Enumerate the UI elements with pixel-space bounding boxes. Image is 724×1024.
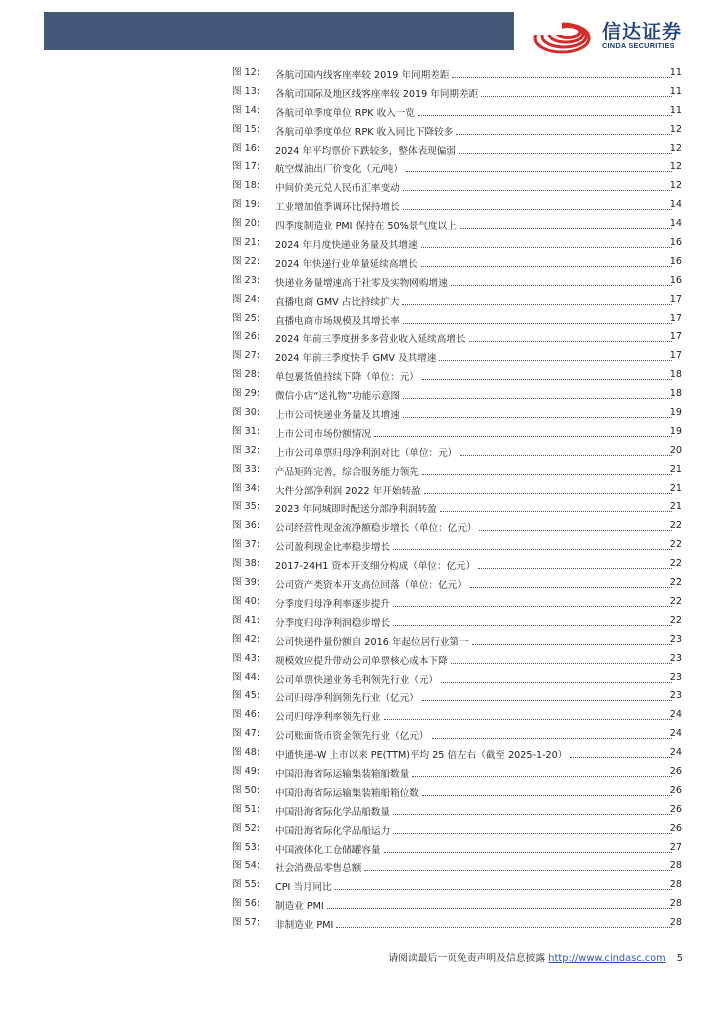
figure-title[interactable]: 中国沿海省际化学品船运力	[275, 825, 391, 837]
dot-leader	[570, 744, 672, 758]
page-ref[interactable]: 22	[669, 614, 682, 626]
dot-leader	[481, 83, 672, 97]
toc-entry[interactable]	[232, 196, 682, 215]
figure-title[interactable]: 公司盈利现金比率稳步增长	[275, 542, 391, 554]
toc-title-line	[275, 272, 674, 291]
figure-title[interactable]: 中国沿海省际化学品船数量	[275, 806, 391, 818]
dot-leader	[459, 140, 672, 154]
page-ref[interactable]: 21	[669, 463, 682, 475]
figure-label: 图 39:	[232, 577, 261, 589]
figure-label: 图 15:	[232, 123, 261, 135]
toc-entry[interactable]	[232, 310, 682, 329]
toc-entry[interactable]	[232, 177, 682, 196]
figure-label: 图 38:	[232, 558, 261, 570]
figure-label: 图 28:	[232, 369, 261, 381]
page-number: 5	[676, 953, 683, 964]
figure-label: 图 29:	[232, 388, 261, 400]
dot-leader	[327, 895, 672, 909]
figure-label: 图 50:	[232, 784, 261, 796]
dot-leader	[460, 442, 672, 456]
figure-title[interactable]: 中间价美元兑人民币汇率变动	[275, 183, 400, 195]
dot-leader	[402, 291, 672, 305]
page-ref[interactable]: 19	[669, 425, 682, 437]
toc-entry[interactable]	[232, 914, 682, 933]
page-ref[interactable]: 14	[669, 199, 682, 211]
toc-entry[interactable]	[232, 291, 682, 310]
page-ref[interactable]: 24	[669, 709, 682, 721]
dot-leader	[421, 234, 672, 248]
brand-name-cn: 信达证券	[602, 21, 683, 43]
figure-title[interactable]: 单包裹货值持续下降（单位：元）	[275, 372, 419, 384]
toc-entry[interactable]	[232, 234, 682, 253]
toc-title-line	[275, 442, 674, 461]
figure-label: 图 44:	[232, 671, 261, 683]
page-ref[interactable]: 28	[669, 860, 682, 872]
toc-entry[interactable]	[232, 347, 682, 366]
dot-leader	[422, 461, 672, 475]
dot-leader	[421, 253, 672, 267]
figure-label: 图 57:	[232, 917, 261, 929]
toc-title-line	[275, 631, 674, 650]
toc-title-line	[275, 706, 674, 725]
brand-name-en: CINDA SECURITIES	[602, 41, 675, 50]
toc-title-line	[275, 782, 674, 801]
dot-leader	[393, 536, 672, 550]
dot-leader	[451, 650, 672, 664]
figure-title[interactable]: 直播电商市场规模及其增长率	[275, 315, 400, 327]
dot-leader	[440, 498, 672, 512]
dot-leader	[403, 177, 672, 191]
figure-title[interactable]: 分季度归母净利润稳步增长	[275, 617, 391, 629]
toc-title-line	[275, 876, 674, 895]
dot-leader	[460, 215, 672, 229]
website-link[interactable]: http://www.cindasc.com	[548, 953, 666, 964]
figure-table-of-contents	[232, 64, 682, 933]
toc-title-line	[275, 669, 674, 688]
dot-leader	[393, 801, 672, 815]
toc-title-line	[275, 480, 674, 499]
toc-entry[interactable]	[232, 706, 682, 725]
toc-title-line	[275, 555, 674, 574]
dot-leader	[422, 366, 672, 380]
dot-leader	[479, 517, 672, 531]
figure-title[interactable]: 公司归母净利率领先行业	[275, 712, 381, 724]
figure-title[interactable]: 四季度制造业 PMI 保持在 50%景气度以上	[275, 221, 457, 233]
page-ref[interactable]: 23	[669, 652, 682, 664]
figure-title[interactable]: 航空煤油出厂价变化（元/吨）	[275, 164, 403, 176]
figure-title[interactable]: 2023 年同城即时配送分部净利润转盈	[275, 504, 437, 516]
dot-leader	[470, 574, 672, 588]
page-footer	[388, 950, 683, 964]
figure-title[interactable]: 各航司单季度单位 RPK 收入一览	[275, 107, 415, 119]
toc-title-line	[275, 744, 674, 763]
figure-label: 图 55:	[232, 879, 261, 891]
toc-entry[interactable]	[232, 158, 682, 177]
page-ref[interactable]: 21	[669, 482, 682, 494]
figure-title[interactable]: 公司资产类资本开支高位回落（单位：亿元）	[275, 580, 467, 592]
figure-label: 图 45:	[232, 690, 261, 702]
toc-title-line	[275, 64, 674, 83]
toc-title-line	[275, 857, 674, 876]
dot-leader	[393, 820, 672, 834]
figure-title[interactable]: 2024 年月度快递业务量及其增速	[275, 240, 418, 252]
page-ref[interactable]: 23	[669, 690, 682, 702]
dot-leader	[432, 725, 673, 739]
toc-title-line	[275, 517, 674, 536]
page-ref[interactable]: 11	[669, 85, 682, 97]
toc-entry[interactable]	[232, 763, 682, 782]
figure-title[interactable]: 产品矩阵完善，综合服务能力领先	[275, 466, 419, 478]
dot-leader	[403, 310, 672, 324]
page-ref[interactable]: 22	[669, 520, 682, 532]
toc-title-line	[275, 895, 674, 914]
figure-title[interactable]: 中通快递-W 上市以来 PE(TTM)平均 25 倍左右（截至 2025-1-20）	[275, 750, 568, 762]
toc-title-line	[275, 839, 674, 858]
figure-title[interactable]: 2024 年快递行业单量延续高增长	[275, 258, 418, 270]
figure-title[interactable]: 分季度归母净利率逐步提升	[275, 598, 391, 610]
figure-label: 图 18:	[232, 180, 261, 192]
dot-leader	[364, 857, 672, 871]
toc-title-line	[275, 328, 674, 347]
figure-label: 图 41:	[232, 614, 261, 626]
toc-entry[interactable]	[232, 140, 682, 159]
page-ref[interactable]: 24	[669, 728, 682, 740]
toc-title-line	[275, 366, 674, 385]
toc-entry[interactable]	[232, 366, 682, 385]
toc-title-line	[275, 801, 674, 820]
figure-label: 图 34:	[232, 482, 261, 494]
page-ref[interactable]: 11	[669, 104, 682, 116]
page-ref[interactable]: 26	[669, 765, 682, 777]
toc-entry[interactable]	[232, 669, 682, 688]
toc-entry[interactable]	[232, 687, 682, 706]
page-ref[interactable]: 20	[669, 444, 682, 456]
page-ref[interactable]: 17	[669, 312, 682, 324]
page-ref[interactable]: 22	[669, 595, 682, 607]
figure-label: 图 21:	[232, 237, 261, 249]
dot-leader	[418, 102, 672, 116]
figure-title[interactable]: 社会消费品零售总额	[275, 863, 362, 875]
toc-entry[interactable]	[232, 782, 682, 801]
figure-label: 图 36:	[232, 520, 261, 532]
dot-leader	[384, 706, 672, 720]
figure-label: 图 33:	[232, 463, 261, 475]
figure-label: 图 25:	[232, 312, 261, 324]
toc-title-line	[275, 536, 674, 555]
page-ref[interactable]: 11	[669, 67, 682, 78]
toc-entry[interactable]	[232, 895, 682, 914]
figure-title[interactable]: 大件分部净利润 2022 年开始转盈	[275, 485, 421, 497]
dot-leader	[469, 328, 672, 342]
page-ref[interactable]: 23	[669, 633, 682, 645]
toc-entry[interactable]	[232, 857, 682, 876]
toc-title-line	[275, 593, 674, 612]
figure-label: 图 27:	[232, 350, 261, 362]
figure-label: 图 40:	[232, 595, 261, 607]
toc-entry[interactable]	[232, 574, 682, 593]
toc-title-line	[275, 385, 674, 404]
toc-entry[interactable]	[232, 328, 682, 347]
figure-label: 图 49:	[232, 765, 261, 777]
figure-title[interactable]: 规模效应提升带动公司单票核心成本下降	[275, 655, 448, 667]
dot-leader	[384, 839, 672, 853]
figure-title[interactable]: 公司单票快递业务毛利领先行业（元）	[275, 674, 439, 686]
page-ref[interactable]: 26	[669, 803, 682, 815]
toc-entry[interactable]	[232, 631, 682, 650]
figure-title[interactable]: 中国沿海省际运输集装箱船箱位数	[275, 787, 419, 799]
toc-entry[interactable]	[232, 83, 682, 102]
figure-title[interactable]: 公司快递件量份额自 2016 年起位居行业第一	[275, 636, 469, 648]
page-ref[interactable]: 12	[669, 142, 682, 154]
figure-label: 图 14:	[232, 104, 261, 116]
toc-title-line	[275, 820, 674, 839]
dot-leader	[456, 121, 672, 135]
figure-title[interactable]: 上市公司快递业务量及其增速	[275, 410, 400, 422]
figure-label: 图 22:	[232, 255, 261, 267]
toc-title-line	[275, 347, 674, 366]
figure-label: 图 46:	[232, 709, 261, 721]
figure-label: 图 35:	[232, 501, 261, 513]
page-ref[interactable]: 19	[669, 407, 682, 419]
dot-leader	[374, 423, 672, 437]
figure-title[interactable]: 公司账面货币资金领先行业（亿元）	[275, 731, 429, 743]
toc-title-line	[275, 461, 674, 480]
toc-entry[interactable]	[232, 102, 682, 121]
figure-title[interactable]: 快递业务量增速高于社零及实物网购增速	[275, 277, 448, 289]
toc-title-line	[275, 423, 674, 442]
figure-label: 图 52:	[232, 822, 261, 834]
toc-entry[interactable]	[232, 121, 682, 140]
figure-title[interactable]: 上市公司单票归母净利润对比（单位：元）	[275, 447, 458, 459]
page-ref[interactable]: 17	[669, 293, 682, 305]
dot-leader	[472, 631, 672, 645]
toc-entry[interactable]	[232, 876, 682, 895]
page-ref[interactable]: 12	[669, 161, 682, 173]
page-ref[interactable]: 18	[669, 388, 682, 400]
figure-title[interactable]: 上市公司市场份额情况	[275, 428, 371, 440]
toc-title-line	[275, 140, 674, 159]
figure-title[interactable]: 中国液体化工仓储罐容量	[275, 844, 381, 856]
figure-title[interactable]: 各航司国内线客座率较 2019 年同期差距	[275, 70, 450, 81]
toc-title-line	[275, 612, 674, 631]
toc-entry[interactable]	[232, 442, 682, 461]
figure-label: 图 20:	[232, 218, 261, 230]
page-ref[interactable]: 17	[669, 331, 682, 343]
figure-title[interactable]: 2024 年前三季度快手 GMV 及其增速	[275, 353, 437, 365]
toc-entry[interactable]	[232, 498, 682, 517]
figure-title[interactable]: 制造业 PMI	[275, 901, 324, 913]
page-ref[interactable]: 21	[669, 501, 682, 513]
dot-leader	[478, 555, 672, 569]
figure-label: 图 26:	[232, 331, 261, 343]
figure-title[interactable]: 2024 年前三季度拼多多营业收入延续高增长	[275, 334, 466, 346]
dot-leader	[335, 876, 672, 890]
header-band	[44, 12, 514, 50]
toc-title-line	[275, 253, 674, 272]
dot-leader	[439, 347, 672, 361]
figure-label: 图 37:	[232, 539, 261, 551]
dot-leader	[424, 480, 672, 494]
figure-label: 图 48:	[232, 747, 261, 759]
figure-label: 图 31:	[232, 425, 261, 437]
figure-title[interactable]: 工业增加值季调环比保持增长	[275, 202, 400, 214]
figure-label: 图 54:	[232, 860, 261, 872]
page-ref[interactable]: 17	[669, 350, 682, 362]
toc-title-line	[275, 121, 674, 140]
dot-leader	[422, 687, 672, 701]
figure-label: 图 12:	[232, 67, 261, 78]
toc-title-line	[275, 725, 674, 744]
toc-title-line	[275, 498, 674, 517]
toc-title-line	[275, 574, 674, 593]
dot-leader	[393, 593, 672, 607]
toc-title-line	[275, 83, 674, 102]
figure-title[interactable]: CPI 当月同比	[275, 882, 332, 894]
toc-entry[interactable]	[232, 385, 682, 404]
toc-entry[interactable]	[232, 253, 682, 272]
page-ref[interactable]: 16	[669, 255, 682, 267]
page-ref[interactable]: 12	[669, 123, 682, 135]
toc-entry[interactable]	[232, 744, 682, 763]
figure-label: 图 23:	[232, 274, 261, 286]
toc-entry[interactable]	[232, 612, 682, 631]
toc-title-line	[275, 310, 674, 329]
toc-title-line	[275, 914, 674, 933]
toc-title-line	[275, 234, 674, 253]
dot-leader	[393, 612, 672, 626]
toc-title-line	[275, 196, 674, 215]
toc-entry[interactable]	[232, 536, 682, 555]
figure-label: 图 32:	[232, 444, 261, 456]
figure-title[interactable]: 公司归母净利润领先行业（亿元）	[275, 693, 419, 705]
toc-entry[interactable]	[232, 517, 682, 536]
toc-title-line	[275, 102, 674, 121]
page-ref[interactable]: 26	[669, 784, 682, 796]
page-ref[interactable]: 12	[669, 180, 682, 192]
page-ref[interactable]: 22	[669, 558, 682, 570]
page-ref[interactable]: 14	[669, 218, 682, 230]
figure-label: 图 53:	[232, 841, 261, 853]
figure-title[interactable]: 各航司单季度单位 RPK 收入同比下降较多	[275, 126, 454, 138]
cinda-logo	[532, 16, 708, 56]
toc-title-line	[275, 291, 674, 310]
figure-label: 图 42:	[232, 633, 261, 645]
page-ref[interactable]: 26	[669, 822, 682, 834]
page-ref[interactable]: 16	[669, 274, 682, 286]
figure-label: 图 24:	[232, 293, 261, 305]
figure-label: 图 30:	[232, 407, 261, 419]
toc-entry[interactable]	[232, 555, 682, 574]
dot-leader	[403, 404, 672, 418]
toc-entry[interactable]	[232, 423, 682, 442]
figure-title[interactable]: 直播电商 GMV 占比持续扩大	[275, 296, 400, 308]
toc-entry[interactable]	[232, 820, 682, 839]
toc-entry[interactable]	[232, 215, 682, 234]
toc-entry[interactable]	[232, 461, 682, 480]
figure-label: 图 43:	[232, 652, 261, 664]
dot-leader	[403, 196, 672, 210]
figure-title[interactable]: 各航司国际及地区线客座率较 2019 年同期差距	[275, 88, 479, 100]
figure-title[interactable]: 公司经营性现金流净额稳步增长（单位：亿元）	[275, 523, 477, 535]
page-ref[interactable]: 28	[669, 917, 682, 929]
toc-title-line	[275, 404, 674, 423]
dot-leader	[412, 763, 672, 777]
toc-entry[interactable]	[232, 839, 682, 858]
figure-label: 图 13:	[232, 85, 261, 97]
figure-label: 图 47:	[232, 728, 261, 740]
toc-entry[interactable]	[232, 650, 682, 669]
toc-title-line	[275, 687, 674, 706]
figure-title[interactable]: 微信小店“送礼物”功能示意图	[275, 391, 401, 403]
dot-leader	[336, 914, 672, 928]
dot-leader	[422, 782, 672, 796]
toc-entry[interactable]	[232, 404, 682, 423]
figure-title[interactable]: 2024 年平均票价下跌较多，整体表现偏弱	[275, 145, 456, 157]
figure-title[interactable]: 中国沿海省际运输集装箱船数量	[275, 768, 410, 780]
toc-title-line	[275, 650, 674, 669]
page-ref[interactable]: 28	[669, 898, 682, 910]
dot-leader	[441, 669, 672, 683]
page-ref[interactable]: 24	[669, 747, 682, 759]
toc-entry[interactable]	[232, 593, 682, 612]
dot-leader	[403, 385, 672, 399]
toc-title-line	[275, 215, 674, 234]
page-ref[interactable]: 28	[669, 879, 682, 891]
dot-leader	[406, 158, 672, 172]
figure-label: 图 56:	[232, 898, 261, 910]
toc-entry[interactable]	[232, 801, 682, 820]
figure-title[interactable]: 2017-24H1 资本开支细分构成（单位：亿元）	[275, 561, 476, 573]
figure-label: 图 19:	[232, 199, 261, 211]
page-ref[interactable]: 27	[669, 841, 682, 853]
toc-entry[interactable]	[232, 725, 682, 744]
page-ref[interactable]: 23	[669, 671, 682, 683]
figure-label: 图 51:	[232, 803, 261, 815]
toc-entry[interactable]	[232, 272, 682, 291]
cinda-logo-icon	[532, 16, 596, 56]
page-ref[interactable]: 16	[669, 237, 682, 249]
figure-label: 图 17:	[232, 161, 261, 173]
figure-title[interactable]: 非制造业 PMI	[275, 920, 334, 932]
toc-title-line	[275, 158, 674, 177]
dot-leader	[452, 64, 672, 78]
figure-label: 图 16:	[232, 142, 261, 154]
page-ref[interactable]: 22	[669, 577, 682, 589]
toc-title-line	[275, 177, 674, 196]
toc-entry[interactable]	[232, 64, 682, 83]
toc-entry[interactable]	[232, 480, 682, 499]
page-ref[interactable]: 18	[669, 369, 682, 381]
disclaimer-text: 请阅读最后一页免责声明及信息披露	[388, 953, 546, 964]
dot-leader	[451, 272, 672, 286]
page-ref[interactable]: 22	[669, 539, 682, 551]
toc-title-line	[275, 763, 674, 782]
